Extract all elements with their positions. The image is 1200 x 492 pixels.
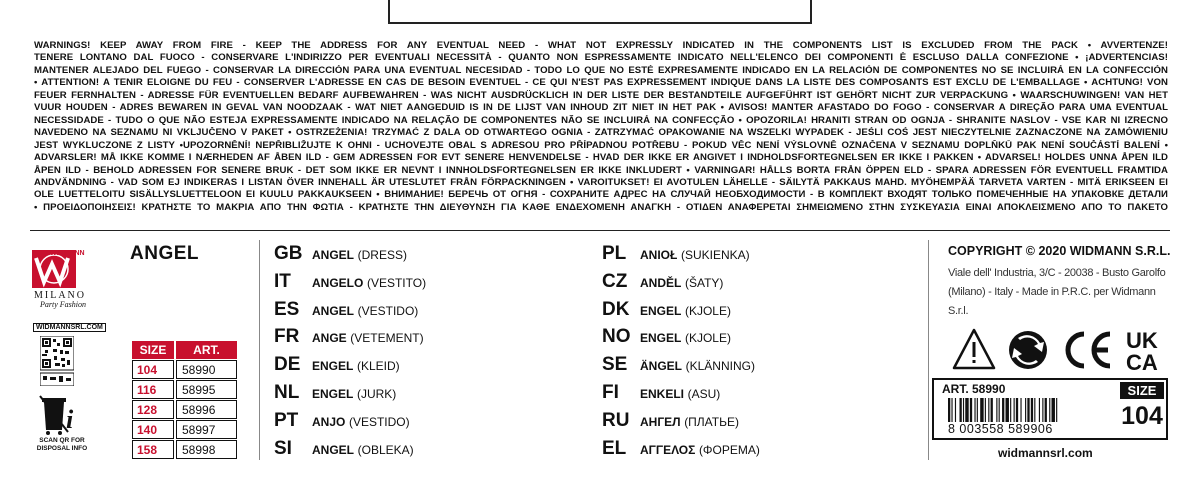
lang-code: NL: [274, 382, 300, 403]
lang-code: RU: [602, 410, 630, 431]
table-row: [132, 360, 237, 379]
lang-row-se: [602, 354, 755, 376]
lang-name: ANGELO: [312, 276, 364, 290]
barcode-bar: [960, 398, 962, 422]
brand-city: MILANO: [34, 290, 86, 301]
lang-row-pt: [274, 410, 410, 432]
website-footer: widmannsrl.com: [998, 446, 1093, 460]
lang-code: PT: [274, 410, 299, 431]
lang-name: АНГЕЛ: [640, 415, 681, 429]
lang-name: ENGEL: [312, 359, 354, 373]
ukca-top: UK: [1126, 328, 1158, 353]
lang-desc: (VESTIDO): [348, 415, 410, 429]
barcode-bar: [1006, 398, 1009, 422]
lang-name: ANGEL: [312, 304, 354, 318]
lang-row-fr: [274, 326, 424, 348]
lang-row-cz: [602, 271, 723, 293]
product-label: [932, 378, 1168, 440]
lang-code: GB: [274, 243, 303, 264]
size-cell: 104: [132, 360, 174, 379]
website-small: WIDMANNSRL.COM: [33, 323, 106, 332]
barcode-bar: [963, 398, 964, 422]
lang-name: ANIOŁ: [640, 248, 678, 262]
art-cell: 58997: [176, 420, 237, 439]
barcode-bar: [955, 398, 956, 422]
lang-desc: (SUKIENKA): [680, 248, 750, 262]
warning-line: • ΠΡΟΕΙΔΟΠΟΙΗΣΕΙΣ! ΚΡΑΤΗΣΤΕ ΤΟ ΜΑΚΡΙΑ ΑΠΟ ΤΗΝ ΦΩΤΙΑ - ΚΡΑΤΗΣΤΕ ΤΗΝ ΔΙΕΥΘΥΝΣΗ ΓΙΑ ΚΑΘΕ ΕΝΔΕΧΟΜΕΝΗ ΑΝΑΓΚΗ - ΟΤΙΔΕΝ ΑΝΑΦΕΡΕΤΑΙ ΣΗΜΕΙΩΜΕΝΟ ΣΤΗΝ ΣΥΣΚΕΥΑΣΙΑ ΕΙΝΑΙ ΑΠΟΚΛΕΙΣΜΕΝΟ ΑΠΟ ΤΟ ΠΑΚΕΤΟ: [34, 201, 1168, 213]
lang-desc: (KJOLE): [684, 304, 731, 318]
barcode-bar: [1027, 398, 1029, 422]
lang-row-it: [274, 271, 426, 293]
barcode-icon: [948, 398, 1116, 422]
lang-desc: (VESTITO): [366, 276, 427, 290]
lang-code: SE: [602, 354, 628, 375]
lang-name: ANGEL: [312, 443, 354, 457]
art-cell: 58995: [176, 380, 237, 399]
barcode-bar: [988, 398, 989, 422]
art-cell: 58998: [176, 440, 237, 459]
lang-name: ENGEL: [312, 387, 354, 401]
ce-mark-icon: [1068, 334, 1110, 366]
lang-code: PL: [602, 243, 627, 264]
lang-code: FR: [274, 326, 300, 347]
lang-code: DE: [274, 354, 301, 375]
disposal-info-text: SCAN QR FOR DISPOSAL INFO: [36, 437, 88, 452]
barcode-bar: [1039, 398, 1040, 422]
barcode-bar: [985, 398, 986, 422]
label-art-number: ART. 58990: [942, 382, 1006, 396]
art-cell: 58990: [176, 360, 237, 379]
lang-code: CZ: [602, 271, 628, 292]
barcode-number: 8 003558 589906: [948, 422, 1053, 436]
size-header: SIZE: [132, 341, 174, 359]
lang-desc: (VESTIDO): [357, 304, 419, 318]
lang-row-de: [274, 354, 400, 376]
lang-code: FI: [602, 382, 619, 403]
barcode-bar: [991, 398, 993, 422]
barcode-bar: [970, 398, 972, 422]
brand-name: WIDMANN: [50, 250, 85, 257]
barcode-bar: [1034, 398, 1035, 422]
lang-name: ANJO: [312, 415, 346, 429]
lang-name: ANGE: [312, 331, 347, 345]
lang-code: IT: [274, 271, 291, 292]
lang-desc: (DRESS): [357, 248, 407, 262]
lang-desc: (KLÄNNING): [685, 359, 755, 373]
company-address: Viale dell' Industria, 3/C - 20038 - Busto Garolfo (Milano) - Italy - Made in P.R.C. per Widmann S.r.l.: [948, 267, 1166, 317]
barcode-bar: [1045, 398, 1047, 422]
barcode-bar: [951, 398, 952, 422]
warning-line: WARNINGS! KEEP AWAY FROM FIRE - KEEP THE ADDRESS FOR ANY EVENTUAL NEED - WHAT NOT EXPRESSLY INDICATED IN THE COMPONENTS LIST IS EXCLUDED FROM THE PACK • AVVERTENZE!: [34, 40, 1168, 51]
lang-name: ENKELI: [640, 387, 685, 401]
table-row: [132, 440, 237, 459]
warning-line: TENERE LONTANO DAL FUOCO - CONSERVARE L'INDIRIZZO PER EVENTUALI NECESSITÀ - QUANTO NON ESPRESSAMENTE INDICATO NELL'ELENCO DEI COMPONENTI È ESCLUSO DALLA CONFEZIONE • ¡ADVERTENCIAS!: [34, 52, 1168, 64]
barcode-bar: [1049, 398, 1050, 422]
barcode-bar: [977, 398, 978, 422]
lang-desc: (KLEID): [356, 359, 400, 373]
barcode-bar: [980, 398, 983, 422]
lang-desc: (JURK): [356, 387, 397, 401]
barcode-bar: [1014, 398, 1015, 422]
label-size-value: 104: [1121, 402, 1163, 430]
barcode-bar: [948, 398, 950, 422]
lang-row-pl: [602, 243, 750, 265]
size-cell: 128: [132, 400, 174, 419]
svg-text:i: i: [66, 405, 74, 434]
lang-row-ru: [602, 410, 739, 432]
barcode-bar: [1031, 398, 1033, 422]
barcode-bar: [1020, 398, 1021, 422]
barcode-bar: [996, 398, 997, 422]
warning-line: JEST WYKLUCZONE Z LISTY •UPOZORNĚNÍ! NEPŘIBLIŽUJTE K OHNI - UCHOVEJTE OBAL S ADRESOU PRO PŘÍPADNOU POTŘEBU - POKUD VĚC NENÍ VÝSLOVNĚ OZNAČENA V SEZNAMU DOPLŇKŮ PAK NENÍ SOUČÁSTÍ BALENÍ •: [34, 139, 1168, 151]
warning-line: ADVARSLER! MÅ IKKE KOMME I NÆRHEDEN AF ÅBEN ILD - GEM ADRESSEN FOR EVT SENERE HENVENDELSE - HVAD DER IKKE ER ANGIVET I INDHOLDSFORTEGNELSEN ER IKKE I PAKKEN • ADVARSEL! HOLDES UNNA ÅPEN ILD: [34, 152, 1168, 164]
lang-row-si: [274, 438, 414, 460]
lang-code: EL: [602, 438, 627, 459]
lang-name: ÄNGEL: [640, 359, 682, 373]
disposal-bin-icon: [38, 392, 78, 436]
size-cell: 140: [132, 420, 174, 439]
lang-name: ΑΓΓΕΛΟΣ: [640, 443, 696, 457]
ukca-mark-icon: [1126, 328, 1158, 375]
lang-desc: (ΦΟΡΕΜΑ): [698, 443, 760, 457]
lang-row-dk: [602, 299, 731, 321]
lang-desc: (KJOLE): [684, 331, 731, 345]
warnings-block: [34, 40, 1168, 226]
lang-name: ENGEL: [640, 304, 682, 318]
divider-top: [30, 230, 1170, 231]
table-row: [132, 400, 237, 419]
lang-code: NO: [602, 326, 631, 347]
lang-row-el: [602, 438, 760, 460]
barcode-bar: [974, 398, 975, 422]
table-row: [132, 420, 237, 439]
copyright-title: COPYRIGHT © 2020 WIDMANN S.R.L.: [948, 244, 1171, 258]
qr-code-icon: [40, 336, 74, 386]
warning-line: ÅPEN ILD - BEHOLD ADRESSEN FOR SENERE BRUK - DET SOM IKKE ER NEVNT I INNHOLDSFORTEGNELSEN ER IKKE INKLUDERT • VARNINGAR! HÅLLS BORTA FRÅN ÖPPEN ELD - SPARA ADRESSEN FÖR EVENTUELL FRAMTIDA: [34, 164, 1168, 176]
lang-code: DK: [602, 299, 630, 320]
barcode-bar: [999, 398, 1000, 422]
lang-row-no: [602, 326, 731, 348]
lang-desc: (ASU): [687, 387, 721, 401]
barcode-bar: [1016, 398, 1018, 422]
warning-line: ANDVÄNDNING - VAD SOM EJ INDIKERAS I LISTAN ÖVER INNEHALL ÄR UTESLUTET FRÅN FÖRPACKNINGEN • VAROITUKSET! EI AVOTULEN LÄHELLE - SÄILYTÄ PAKKAUS MAHD. MYÖHEMPÄÄ TARVETA VARTEN - MITÄ ERIKSEEN EI: [34, 176, 1168, 188]
warning-line: NECESSIDADE - TUDO O QUE NÃO ESTEJA EXPRESSAMENTE INDICADO NA RELAÇÃO DE COMPONENTES NÃO SE INCLUIRÁ NA CONFECÇÃO • OPOZORILA! HRANITI STRAN OD OGNJA - SHRANITE NASLOV - VSE KAR NI IZRECNO: [34, 114, 1168, 126]
art-header: ART.: [176, 341, 237, 359]
divider-vertical-1: [259, 240, 260, 460]
ukca-bottom: CA: [1126, 350, 1158, 375]
warning-line: • ATTENTION! A TENIR ELOIGNE DU FEU - CONSERVER L'ADRESSE EN CAS DE BESOIN EVENTUEL - CE QUI N'EST PAS EXPRESSEMENT INDIQUE DANS LA LISTE DES COMPOSANTS EST EXCLU DE L'EMBALLAGE • ACHTUNG! VON: [34, 77, 1168, 89]
warning-line: MANTENER ALEJADO DEL FUEGO - CONSERVAR LA DIRECCIÓN PARA UNA EVENTUAL NECESIDAD - TODO LO QUE NO ESTÉ EXPRESAMENTE INDICADO EN LA RELACIÓN DE COMPONENTES NO SE INCLUIRÁ EN LA CONFECCIÓN: [34, 64, 1168, 76]
lang-code: SI: [274, 438, 292, 459]
top-frame: [388, 0, 812, 24]
art-cell: 58996: [176, 400, 237, 419]
lang-desc: (ПЛАТЬЕ): [684, 415, 739, 429]
size-cell: 158: [132, 440, 174, 459]
barcode-bar: [1002, 398, 1004, 422]
label-size-caption: SIZE: [1120, 382, 1164, 399]
certification-icons: [952, 326, 1172, 376]
lang-desc: (VETEMENT): [350, 331, 424, 345]
lang-row-fi: [602, 382, 720, 404]
size-cell: 116: [132, 380, 174, 399]
divider-vertical-2: [928, 240, 929, 460]
recycle-icon: [1009, 331, 1047, 369]
brand-tagline: Party Fashion: [40, 300, 86, 309]
lang-name: ANGEL: [312, 248, 354, 262]
lang-desc: (OBLEKA): [357, 443, 414, 457]
lang-row-nl: [274, 382, 396, 404]
lang-code: ES: [274, 299, 300, 320]
barcode-bar: [1025, 398, 1026, 422]
product-title: ANGEL: [130, 243, 199, 264]
warning-line: OLE LUETTELOITU SISÄLLYSLUETTELOON EI KUULU PAKKAUKSEEN • ВНИМАНИЕ! БЕРЕЧЬ ОТ ОГНЯ - СОХРАНИТЕ АДРЕС НА СЛУЧАЙ НЕОБХОДИМОСТИ - В КОМПЛЕКТ ВХОДЯТ ТОЛЬКО ПОМЕЧЕННЫЕ НА УПАКОВКЕ ДЕТАЛИ: [34, 189, 1168, 201]
lang-name: ANDĚL: [640, 276, 682, 290]
lang-row-es: [274, 299, 418, 321]
barcode-bar: [1042, 398, 1043, 422]
size-table: [130, 340, 239, 460]
barcode-bar: [1052, 398, 1055, 422]
warning-line: VUUR HOUDEN - ADRES BEWAREN IN GEVAL VAN NOODZAAK - WAT NIET AANGEDUID IS IN DE LIJST VAN INHOUD ZIT NIET IN HET PAK • AVISOS! MANTER AFASTADO DO FOGO - CONSERVAR A DIREÇÃO PARA UMA EVENTUAL: [34, 102, 1168, 114]
lang-row-gb: [274, 243, 407, 265]
lang-desc: (ŠATY): [684, 276, 724, 290]
table-row: [132, 380, 237, 399]
warning-line: NAVEDENO NA SEZNAMU NI VKLJUČENO V PAKET • OSTRZEŻENIA! TRZYMAĆ Z DALA OD OTWARTEGO OGNIA - ZATRZYMAĆ OPAKOWANIE NA WSZELKI WYPADEK - JEŚLI COŚ JEST NIECZYTELNIE ZAZNACZONE NA ZAMÓWIENIU: [34, 127, 1168, 139]
barcode-bar: [1010, 398, 1011, 422]
barcode-bar: [965, 398, 968, 422]
lang-name: ENGEL: [640, 331, 682, 345]
label-size-box: [1120, 382, 1164, 436]
warning-triangle-icon: [954, 330, 994, 368]
warning-line: FEUER FERNHALTEN - ADRESSE FÜR EVENTUELLEN BEDARF AUFBEWAHREN - WAS NICHT AUSDRÜCKLICH IN DER LISTE DER BESTANDTEILE AUFGEFÜHRT IST GEHÖRT NICHT ZUR VERPACKUNG • WAARSCHUWINGEN! VAN HET: [34, 89, 1168, 101]
barcode-bar: [1056, 398, 1057, 422]
